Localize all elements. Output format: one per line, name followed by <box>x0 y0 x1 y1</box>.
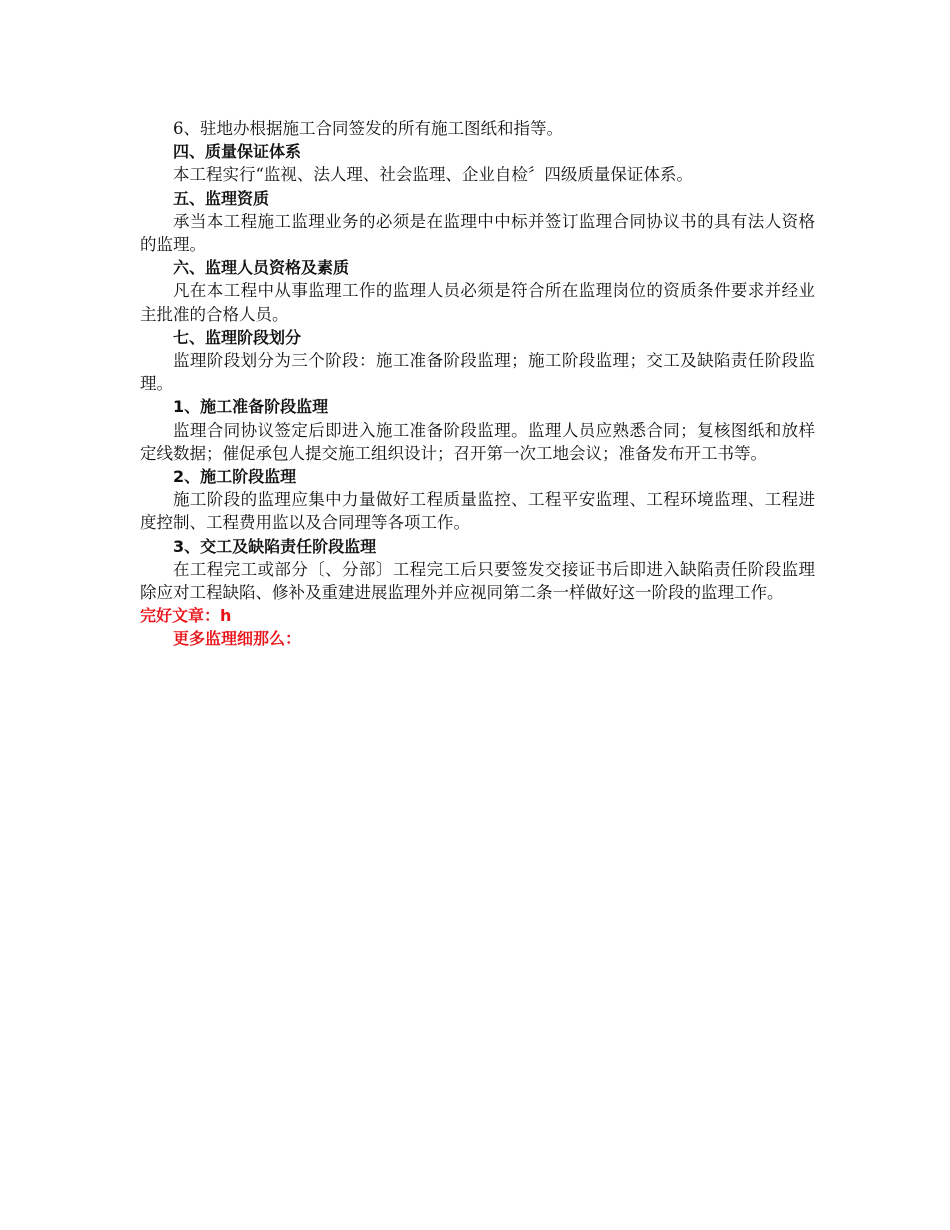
paragraph-drawing-issue: 6、驻地办根据施工合同签发的所有施工图纸和指等。 <box>173 119 563 138</box>
heading-quality-system: 四、质量保证体系 <box>173 142 302 162</box>
heading-stages: 七、监理阶段划分 <box>173 327 302 347</box>
paragraph-qualification: 承当本工程施工监理业务的必须是在监理中中标并签订监理合同协议书的具有法人资格的监理。 <box>140 211 815 255</box>
footer-full-article-link[interactable]: 完好文章：h <box>140 606 232 626</box>
subheading-preparation: 1、施工准备阶段监理 <box>173 397 329 417</box>
paragraph-quality-system: 本工程实行“监视、法人理、社会监理、企业自检〞四级质量保证体系。 <box>173 165 693 185</box>
subheading-construction: 2、施工阶段监理 <box>173 467 297 487</box>
paragraph-personnel: 凡在本工程中从事监理工作的监理人员必须是符合所在监理岗位的资质条件要求并经业主批准的合格人员。 <box>140 281 815 324</box>
footer-more-rules-link[interactable]: 更多监理细那么： <box>173 629 302 649</box>
paragraph-preparation: 监理合同协议签定后即进入施工准备阶段监理。监理人员应熟悉合同；复核图纸和放样定线数据；催促承包人提交施工组织设计；召开第一次工地会议；准备发布开工书等。 <box>140 420 815 463</box>
heading-qualification: 五、监理资质 <box>173 188 270 208</box>
subheading-handover: 3、交工及缺陷责任阶段监理 <box>173 536 377 556</box>
paragraph-construction: 施工阶段的监理应集中力量做好工程质量监控、工程平安监理、工程环境监理、工程进度控制、工程费用监以及合同理等各项工作。 <box>140 490 815 533</box>
paragraph-stages: 监理阶段划分为三个阶段：施工准备阶段监理；施工阶段监理；交工及缺陷责任阶段监理。 <box>140 351 815 394</box>
paragraph-handover: 在工程完工或部分〔、分部〕工程完工后只要签发交接证书后即进入缺陷责任阶段监理除应对工程缺陷、修补及重建进展监理外并应视同第二条一样做好这一阶段的监理工作。 <box>140 559 815 603</box>
document-body <box>140 117 815 651</box>
heading-personnel: 六、监理人员资格及素质 <box>173 258 350 278</box>
